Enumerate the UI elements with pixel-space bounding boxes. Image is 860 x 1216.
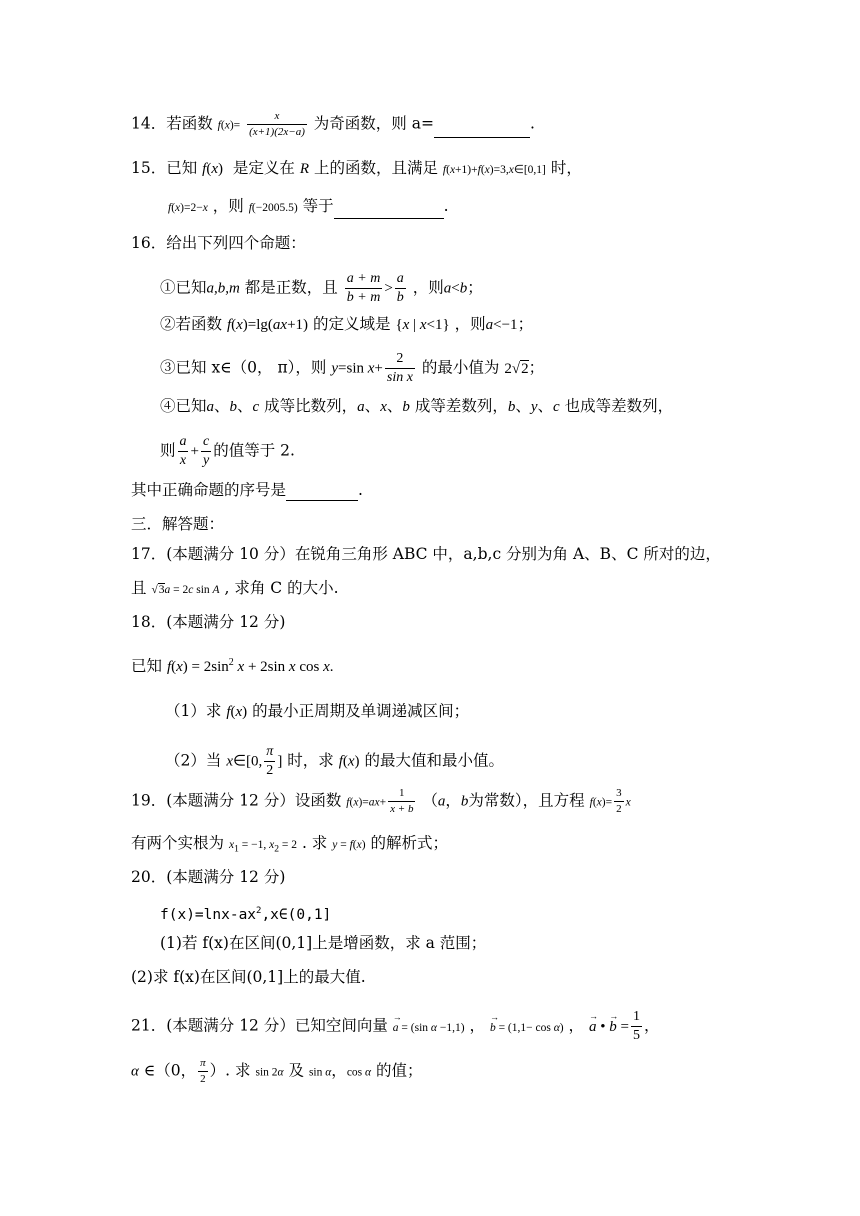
section-heading: 三．解答题： [131,515,225,533]
question-20-part2: (2)求 f(x)在区间(0,1]上的最大值. [131,968,366,986]
proposition-2: ②若函数 f(x)=lg(ax+1) 的定义域是 {x | x<1} ，则a<−1； [160,315,534,333]
question-21-line2: α ∈（0， $\frac{\pi}{2}$ ）. 求 sin 2α 及 sin α，cos α 的值； [131,1057,423,1085]
question-21-line1: 21．(本题满分 12 分）已知空间向量 → a = (sin α −1,1) ， → b = (1,1− cos α) ， → a • → b = $\frac{1}{5}$ ， [131,1010,659,1043]
formula-f: f [217,119,221,132]
question-20-function: $f(x)=\ln x-ax^2,x\in(0,1]$ [160,906,332,923]
question-20-title: 20．(本题满分 12 分) [131,868,286,886]
proposition-3: ③已知 x∈（0， π），则 y=sin x+ $\frac{2}{\text{sin x}}$ 的最小值为 2√2； [160,351,545,385]
question-19-line1: 19．(本题满分 12 分）设函数 f(x)=ax+ $\frac{1}{x + b}$ （a，b为常数），且方程 f(x)= $\frac{3}{2}$ x [131,787,631,815]
question-16-intro: 16．给出下列四个命题： [131,234,306,252]
proposition-4: ④已知a、b、c 成等比数列，a、x、b 成等差数列，b、y、c 也成等差数列， [160,397,674,415]
question-17-line2: 且 √3a = 2c sin A , 求角 C 的大小. [131,579,339,597]
proposition-1: ①已知a,b,m 都是正数，且 $\frac{a + m}{b + m}$ > $\frac{a}{b}$ ，则a<b； [160,271,483,305]
answer-blank-15 [334,202,444,219]
question-18-part2: （2）当 x∈[0, $\frac{\pi}{2}$ ] 时，求 f(x) 的最大值和最小值。 [165,744,504,778]
fraction-odd-function: $\frac{x}{(x+1)(2x-a)}$ [249,110,305,138]
formula-condition: f(x+1)+f(x)=3,x∈[0,1] [442,164,546,176]
question-20-part1: (1)若 f(x)在区间(0,1]上是增函数，求 a 范围； [160,934,487,952]
question-18-part1: （1）求 f(x) 的最小正周期及单调递减区间； [165,702,470,720]
proposition-4-line2: 则 $\frac{a}{x}$ + $\frac{c}{y}$ 的值等于 2. [160,434,295,468]
question-18-title: 18．(本题满分 12 分) [131,613,286,631]
answer-blank-14 [434,121,530,138]
question-17-line1: 17．(本题满分 10 分）在锐角三角形 ABC 中，a,b,c 分别为角 A、B、C 所对的边， [131,545,721,563]
fraction-am-bm: $\frac{a + m}{b + m}$ [346,271,381,305]
question-19-line2: 有两个实根为 $x_1 = -1$, $x_2 = 2$ . 求 y = f(x) 的解析式； [131,834,449,855]
question-16-ask: 其中正确命题的序号是 . [131,481,363,499]
question-18-given: 已知 $f(x) = 2\sin^2$ x + 2sin x cos x. [131,657,334,675]
question-15-line2: f(x)=2−x ，则 f(−2005.5) 等于 . [168,195,449,219]
question-14: 14．若函数 f(x)= $\frac{x}{(x+1)(2x-a)}$ 为奇函数，则 a= . [131,110,535,138]
answer-blank-16 [286,484,358,501]
question-15-line1: 15．已知 f(x) 是定义在 R 上的函数，且满足 f(x+1)+f(x)=3,x∈[0,1] 时， [131,159,582,177]
